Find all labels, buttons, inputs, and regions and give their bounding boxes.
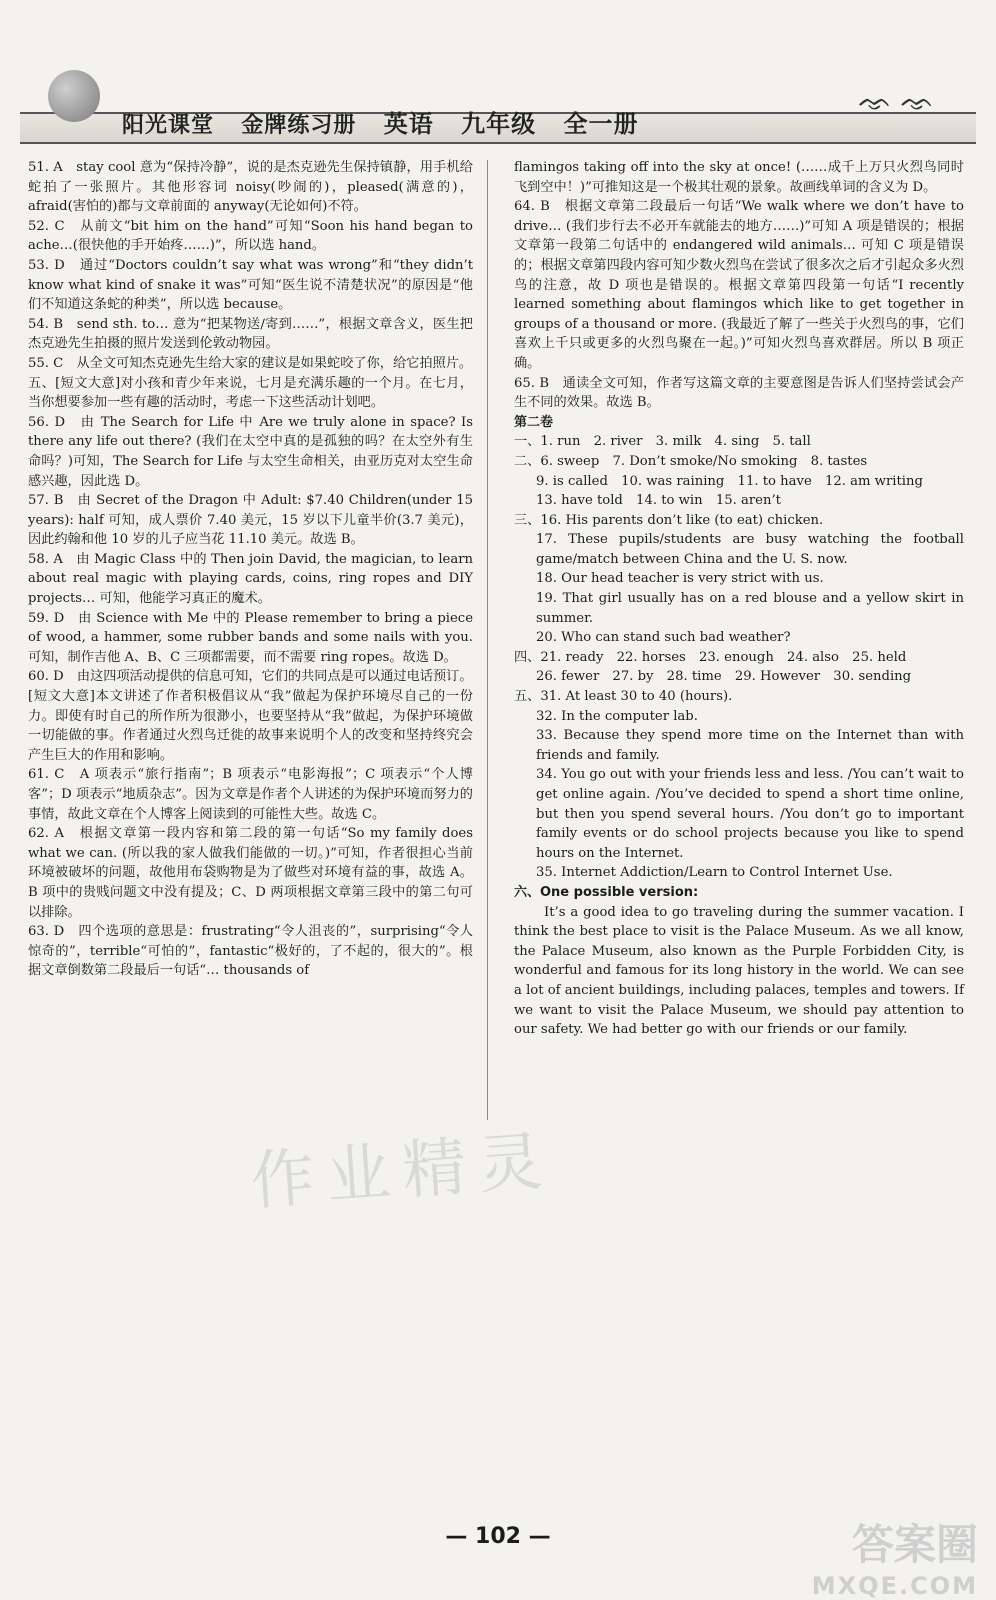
answer-64: 64. B 根据文章第二段最后一句话“We walk where we don’t have to drive… (我们步行去不必开车就能去的地方……)”可知 A 项是错误的；根据文章第一段第二句话中的 endangered wild animals… 可知 C 项是错误的；根据文章第四段内容可知少数火烈鸟在尝试了很多次之后才引起众多火烈鸟的注意，故 D 项也是错误的。根据文章第四段第一句话“I recently learned something about flamingos which like to get together in groups of a thousand or more. (我最近了解了一些关于火烈鸟的事，它们喜欢上千只或更多的火烈鸟聚在一起。)”可知火烈鸟喜欢群居。所以 B 项正确。 [514, 199, 964, 371]
page-header [0, 0, 996, 160]
answer-57: 57. B 由 Secret of the Dragon 中 Adult: $7.40 Children(under 15 years): half 可知，成人票价 7.40 美元，15 岁以下儿童半价(3.7 美元)，因此约翰和他 10 岁的儿子应当花 11.10 美元。故选 B。 [28, 493, 473, 548]
corner-logo [812, 1512, 978, 1600]
subject: 英语 [383, 110, 434, 138]
answer-52: 52. C 从前文“bit him on the hand”可知“Soon his hand began to ache…(很快他的手开始疼……)”，所以选 hand。 [28, 218, 473, 254]
series-name: 阳光课堂 [122, 113, 215, 138]
book-name: 金牌练习册 [241, 113, 357, 138]
left-column [28, 158, 473, 981]
part2-line: 17. These pupils/students are busy watching the football game/match between China and the U. S. now. [536, 532, 964, 567]
answer-56: 56. D 由 The Search for Life 中 Are we truly alone in space? Is there any life out there? (我们在太空中真的是孤独的吗？在太空外有生命吗？)可知，The Search for Life 与太空生命相关，由亚历克对太空生命感兴趣，因此选 D。 [28, 414, 473, 489]
part2-line: 18. Our head teacher is very strict with us. [536, 571, 824, 587]
volume: 全一册 [563, 110, 639, 138]
answer-61: 61. C A 项表示“旅行指南”；B 项表示“电影海报”；C 项表示“个人博客”；D 项表示“地质杂志”。因为文章是作者个人讲述的为保护环境而努力的事情，故此文章在个人博客上阅读到的可能性大些。故选 C。 [28, 767, 473, 822]
answer-65: 65. B 通读全文可知，作者写这篇文章的主要意图是告诉人们坚持尝试会产生不同的效果。故选 B。 [514, 375, 964, 411]
part2-line: 35. Internet Addiction/Learn to Control Internet Use. [536, 865, 893, 881]
globe-logo-icon [48, 70, 100, 122]
answer-59: 59. D 由 Science with Me 中的 Please remember to bring a piece of wood, a hammer, some rubber bands and some nails with you. 可知，制作吉他 A、B、C 三项都需要，而不需要 ring ropes。故选 D。 [28, 610, 473, 665]
answer-62: 62. A 根据文章第一段内容和第二段的第一句话“So my family does what we can. (所以我的家人做我们能做的一切。)”可知，作者很担心当前环境被破坏的问题，故他用布袋购物是为了做些对环境有益的事，故选 A。B 项中的贵贱问题文中没有提及；C、D 两项根据文章第三段中的第二句可以排除。 [28, 826, 473, 920]
part2-line: 26. fewer 27. by 28. time 29. However 30. sending [536, 669, 912, 685]
part2-line: 32. In the computer lab. [536, 708, 698, 724]
part2-line: 五、31. At least 30 to 40 (hours). [514, 689, 733, 705]
part2-line: 四、21. ready 22. horses 23. enough 24. also 25. held [514, 649, 907, 665]
part2-line: 三、16. His parents don’t like (to eat) chicken. [514, 512, 824, 528]
birds-icon: ᨎ ᨎ [858, 84, 934, 117]
answer-60: 60. D 由这四项活动提供的信息可知，它们的共同点是可以通过电话预订。 [28, 669, 473, 685]
answer-53: 53. D 通过“Doctors couldn’t say what was wrong”和“they didn’t know what kind of snake it was”可知“医生说不清楚状况”的原因是“他们不知道这条蛇的种类”，所以选 because。 [28, 257, 473, 313]
answer-63-cont: flamingos taking off into the sky at once! (……成千上万只火烈鸟同时飞到空中！)”可推知这是一个极其壮观的景象。故画线单词的含义为 D。 [514, 160, 964, 195]
answer-51: 51. A stay cool 意为“保持冷静”，说的是杰克逊先生保持镇静，用手机给蛇拍了一张照片。其他形容词 noisy(吵闹的)，pleased(满意的)，afraid(害怕的)都与文章前面的 anyway(无论如何)不符。 [28, 160, 473, 215]
page-number: — 102 — [445, 1524, 551, 1549]
part2-line: 34. You go out with your friends less and less. /You can’t wait to get online again. /You’ve decided to spend a short time online, but then you spend several hours. /You don’t go to important family events or do school projects because you like to spend hours on the Internet. [536, 767, 964, 861]
answer-58: 58. A 由 Magic Class 中的 Then join David, the magician, to learn about real magic with playing cards, coins, ring ropes and DIY projects… 可知，他能学习真正的魔术。 [28, 551, 473, 607]
part2-line: 19. That girl usually has on a red blouse and a yellow skirt in summer. [536, 591, 964, 626]
part2-heading: 第二卷 [514, 414, 554, 430]
part2-line: 20. Who can stand such bad weather? [536, 630, 791, 646]
summary-section-5: 五、[短文大意]对小孩和青少年来说，七月是充满乐趣的一个月。在七月，当你想要参加一些有趣的活动时，考虑一下这些活动计划吧。 [28, 375, 473, 411]
part2-line: 33. Because they spend more time on the Internet than with friends and family. [536, 728, 964, 763]
sample-essay: It’s a good idea to go traveling during the summer vacation. I think the best place to visit is the Palace Museum. As we all know, the Palace Museum, also known as the Purple Forbidden City, is wonderful and famous for its long history in the world. We can see a lot of ancient buildings, including palaces, temples and towers. If we want to visit the Palace Museum, we should pay attention to our safety. We had better go with our friends or our family. [514, 904, 964, 1038]
column-divider [487, 160, 488, 1120]
part2-line: 13. have told 14. to win 15. aren’t [536, 493, 781, 509]
summary-passage: [短文大意]本文讲述了作者积极倡议从“我”做起为保护环境尽自己的一份力。即使有时自己的所作所为很渺小，也要坚持从“我”做起，为保护环境做一切能做的事。作者通过火烈鸟迁徙的故事来说明个人的改变和坚持终究会产生巨大的作用和影响。 [28, 689, 473, 763]
grade: 九年级 [461, 110, 537, 138]
part2-line: 9. is called 10. was raining 11. to have 12. am writing [536, 473, 923, 489]
part2-line: 一、1. run 2. river 3. milk 4. sing 5. tall [514, 434, 811, 450]
corner-logo-name: 答案圈 [851, 1520, 978, 1569]
essay-label: 六、One possible version: [514, 884, 699, 900]
right-column [514, 158, 964, 1040]
watermark-text: 作业精灵 [248, 1124, 557, 1220]
answer-55: 55. C 从全文可知杰克逊先生给大家的建议是如果蛇咬了你，给它拍照片。 [28, 355, 473, 371]
header-title [122, 104, 656, 139]
corner-logo-url: MXQE.COM [811, 1572, 978, 1600]
answer-63: 63. D 四个选项的意思是：frustrating“令人沮丧的”，surprising“令人惊奇的”，terrible“可怕的”，fantastic“极好的，了不起的，很大的”。根据文章倒数第二段最后一句话“… thousands of [28, 924, 473, 979]
part2-line: 二、6. sweep 7. Don’t smoke/No smoking 8. tastes [514, 453, 868, 469]
answer-54: 54. B send sth. to… 意为“把某物送/寄到……”，根据文章含义，医生把杰克逊先生拍摄的照片发送到伦敦动物园。 [28, 316, 473, 352]
